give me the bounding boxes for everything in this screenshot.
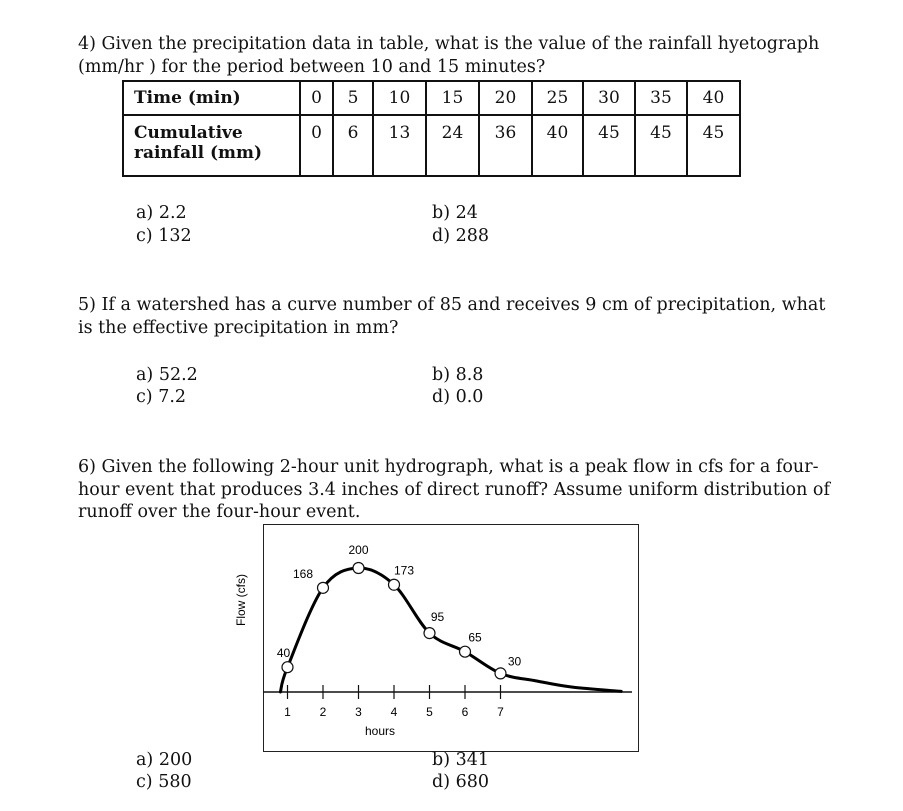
data-point	[389, 579, 400, 590]
point-label: 173	[393, 563, 415, 578]
time-cell: 15	[426, 81, 479, 115]
q4-option-c: c) 132	[136, 226, 192, 246]
point-label: 65	[468, 630, 482, 645]
point-label: 95	[430, 610, 445, 625]
q6-option-d: d) 680	[432, 772, 489, 792]
rainfall-cell: 0	[300, 115, 333, 176]
q5-line-2: is the effective precipitation in mm?	[78, 317, 399, 338]
time-cell: 30	[583, 81, 635, 115]
data-point	[424, 628, 435, 639]
x-tick-label: 3	[355, 705, 362, 719]
time-cell: 35	[635, 81, 687, 115]
y-axis-label: Flow (cfs)	[234, 574, 248, 626]
rainfall-cell: 6	[333, 115, 373, 176]
data-point	[282, 662, 293, 673]
rainfall-cell: 45	[583, 115, 635, 176]
x-tick-label: 5	[426, 705, 433, 719]
point-label: 168	[292, 566, 314, 581]
point-label: 30	[507, 654, 522, 669]
point-label: 40	[276, 646, 291, 661]
data-point	[460, 646, 471, 657]
q5-option-a: a) 52.2	[136, 365, 198, 385]
x-tick-label: 6	[461, 705, 469, 719]
hydrograph-curve	[280, 568, 621, 692]
q6-option-c: c) 580	[136, 772, 192, 792]
q6-line-2: hour event that produces 3.4 inches of direct runoff? Assume uniform distribution of	[78, 479, 830, 500]
rainfall-cell: 36	[479, 115, 532, 176]
rainfall-cell: 24	[426, 115, 479, 176]
q4-line-2: (mm/hr ) for the period between 10 and 15 minutes?	[78, 56, 546, 77]
x-tick-label: 7	[497, 705, 504, 719]
x-tick-label: 2	[319, 705, 327, 719]
data-point	[318, 582, 329, 593]
q4-option-b: b) 24	[432, 203, 478, 223]
x-tick-label: 4	[390, 705, 398, 719]
rainfall-cell: 45	[687, 115, 740, 176]
q5-option-c: c) 7.2	[136, 387, 187, 407]
q5-line-1: 5) If a watershed has a curve number of 85 and receives 9 cm of precipitation, what	[78, 295, 826, 315]
q4-option-a: a) 2.2	[136, 203, 187, 223]
q4-line-1: 4) Given the precipitation data in table, what is the value of the rainfall hyetograph	[78, 34, 820, 54]
data-points	[282, 563, 506, 679]
rainfall-cell: 13	[373, 115, 426, 176]
rainfall-cell: 45	[635, 115, 687, 176]
x-tick-label: 1	[284, 705, 291, 719]
rainfall-label-line-1: Cumulative	[134, 123, 243, 143]
point-label: 200	[348, 543, 369, 557]
time-cell: 40	[687, 81, 740, 115]
data-point	[495, 668, 506, 679]
time-cell: 0	[300, 81, 333, 115]
q6-option-b: b) 341	[432, 750, 489, 770]
q6-line-1: 6) Given the following 2-hour unit hydrograph, what is a peak flow in cfs for a four-	[78, 457, 819, 477]
q5-option-b: b) 8.8	[432, 365, 484, 385]
q6-line-3: runoff over the four-hour event.	[78, 502, 361, 522]
q6-option-a: a) 200	[136, 750, 193, 770]
rainfall-label-line-2: rainfall (mm)	[134, 143, 263, 163]
rainfall-cell: 40	[532, 115, 583, 176]
time-cell: 10	[373, 81, 426, 115]
x-axis-label: hours	[364, 724, 396, 738]
x-ticks	[284, 685, 504, 719]
time-label: Time (min)	[123, 81, 300, 115]
data-point	[353, 563, 364, 574]
time-cell: 25	[532, 81, 583, 115]
time-cell: 20	[479, 81, 532, 115]
q4-option-d: d) 288	[432, 226, 489, 246]
time-cell: 5	[333, 81, 373, 115]
q5-option-d: d) 0.0	[432, 387, 484, 407]
